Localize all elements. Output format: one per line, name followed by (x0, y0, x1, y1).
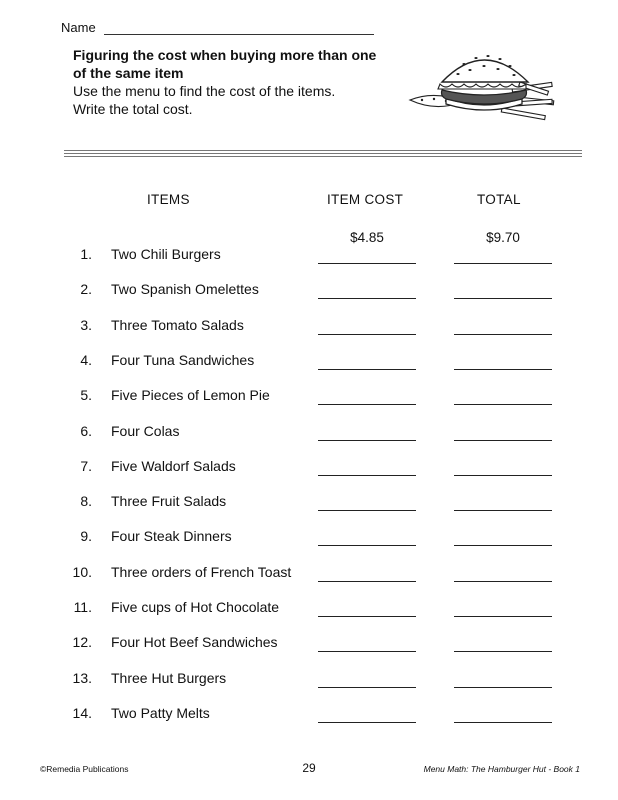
row-item: Three orders of French Toast (111, 563, 292, 580)
row-number: 11. (73, 599, 92, 615)
item-cost-blank[interactable] (318, 369, 416, 370)
row-number: 8. (80, 493, 92, 510)
item-cost-blank[interactable] (318, 687, 416, 688)
row-item: Two Spanish Omelettes (111, 281, 259, 298)
instructions-line-1: Use the menu to find the cost of the items. (73, 83, 336, 99)
total-blank[interactable] (454, 616, 552, 617)
total-blank[interactable] (454, 369, 552, 370)
divider-rule (64, 153, 582, 154)
table-row (0, 281, 618, 301)
total-blank[interactable] (454, 581, 552, 582)
row-number: 6. (80, 422, 92, 439)
row-item: Three Tomato Salads (111, 316, 244, 333)
total-value: $9.70 (486, 230, 520, 245)
item-cost-blank[interactable] (318, 722, 416, 723)
worksheet-title: Figuring the cost when buying more than one of the same item (73, 47, 377, 81)
table-row (0, 423, 618, 443)
name-label: Name (61, 20, 96, 35)
row-item: Three Fruit Salads (111, 493, 227, 510)
row-number: 1. (80, 246, 92, 262)
table-row (0, 230, 618, 266)
total-blank[interactable] (454, 651, 552, 652)
item-cost-blank[interactable] (318, 510, 416, 511)
row-item: Two Chili Burgers (111, 246, 221, 262)
row-number: 13. (72, 669, 92, 686)
row-item: Three Hut Burgers (111, 669, 227, 686)
item-cost-blank[interactable] (318, 651, 416, 652)
row-item: Four Hot Beef Sandwiches (111, 634, 278, 651)
name-line[interactable] (104, 34, 374, 35)
table-row (0, 705, 618, 725)
page-number: 29 (302, 761, 316, 775)
row-number: 4. (80, 351, 92, 368)
item-cost-blank[interactable] (318, 440, 416, 441)
table-row (0, 458, 618, 478)
divider-rule (64, 156, 582, 157)
total-blank[interactable] (454, 440, 552, 441)
table-row (0, 493, 618, 513)
row-number: 3. (80, 316, 92, 333)
total-blank[interactable] (454, 722, 552, 723)
row-number: 14. (72, 704, 92, 721)
total-blank[interactable] (454, 475, 552, 476)
item-cost-blank[interactable] (318, 545, 416, 546)
row-item: Four Steak Dinners (111, 528, 232, 545)
column-header-item-cost: ITEM COST (327, 192, 404, 207)
table-row (0, 564, 618, 584)
footer-book-title: Menu Math: The Hamburger Hut - Book 1 (423, 764, 580, 774)
total-blank[interactable] (454, 687, 552, 688)
row-number: 2. (80, 281, 92, 298)
table-row (0, 599, 618, 619)
item-cost-blank[interactable] (318, 263, 416, 264)
row-number: 12. (72, 634, 92, 651)
item-cost-blank[interactable] (318, 404, 416, 405)
item-cost-blank[interactable] (318, 298, 416, 299)
column-header-total: TOTAL (477, 192, 521, 207)
row-item: Four Colas (111, 422, 180, 439)
row-number: 5. (80, 387, 92, 404)
item-cost-blank[interactable] (318, 616, 416, 617)
column-header-items: ITEMS (147, 192, 190, 207)
row-item: Five Waldorf Salads (111, 457, 236, 474)
row-number: 9. (80, 528, 92, 545)
item-cost-blank[interactable] (318, 334, 416, 335)
total-blank[interactable] (454, 298, 552, 299)
row-item: Two Patty Melts (111, 704, 210, 721)
divider-rule (64, 150, 582, 151)
row-number: 7. (80, 457, 92, 474)
instructions (73, 82, 393, 118)
total-blank[interactable] (454, 510, 552, 511)
row-item: Four Tuna Sandwiches (111, 351, 255, 368)
instructions-line-2: Write the total cost. (73, 101, 193, 117)
row-item: Five Pieces of Lemon Pie (111, 387, 270, 404)
table-row (0, 528, 618, 548)
row-number: 10. (72, 563, 92, 580)
total-blank[interactable] (454, 404, 552, 405)
total-blank[interactable] (454, 263, 552, 264)
item-cost-value: $4.85 (350, 230, 384, 245)
hamburger-fries-illustration (402, 42, 574, 122)
item-cost-blank[interactable] (318, 475, 416, 476)
total-blank[interactable] (454, 545, 552, 546)
table-row (0, 317, 618, 337)
table-row (0, 634, 618, 654)
table-row (0, 387, 618, 407)
footer-copyright: ©Remedia Publications (40, 764, 129, 774)
item-cost-blank[interactable] (318, 581, 416, 582)
total-blank[interactable] (454, 334, 552, 335)
table-row (0, 352, 618, 372)
table-row (0, 670, 618, 690)
row-item: Five cups of Hot Chocolate (111, 599, 280, 615)
